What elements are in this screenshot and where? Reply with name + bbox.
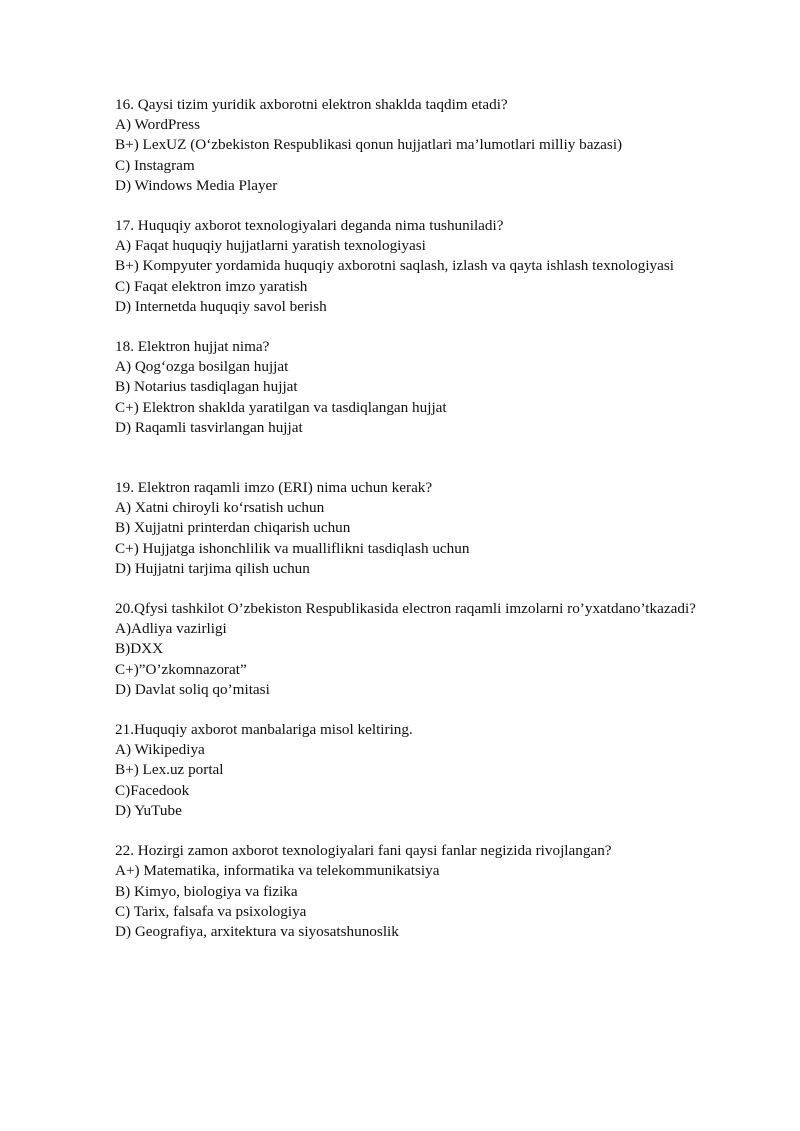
answer-option-c: C) Faqat elektron imzo yaratish <box>115 277 308 295</box>
answer-option-b: B) Notarius tasdiqlagan hujjat <box>115 378 298 396</box>
answer-option-d: D) YuTube <box>115 801 182 819</box>
answer-option-b: B) Xujjatni printerdan chiqarish uchun <box>115 519 351 537</box>
question-text: 16. Qaysi tizim yuridik axborotni elektron shaklda taqdim etadi? <box>115 96 508 113</box>
question-list <box>115 95 725 942</box>
answer-option-d: D) Hujjatni tarjima qilish uchun <box>115 559 310 577</box>
question-18 <box>115 337 725 438</box>
question-20 <box>115 599 725 700</box>
answer-option-c: C+) Hujjatga ishonchlilik va mualliflikni tasdiqlash uchun <box>115 539 470 557</box>
answer-option-a: A) Xatni chiroyli ko‘rsatish uchun <box>115 499 325 517</box>
answer-option-a: A) Faqat huquqiy hujjatlarni yaratish texnologiyasi <box>115 237 426 255</box>
answer-option-d: D) Davlat soliq qo’mitasi <box>115 680 270 698</box>
answer-option-b: B+) Lex.uz portal <box>115 761 224 779</box>
answer-option-a: A) Wikipediya <box>115 741 205 759</box>
question-text: 22. Hozirgi zamon axborot texnologiyalari fani qaysi fanlar negizida rivojlangan? <box>115 842 612 860</box>
answer-option-a: A) WordPress <box>115 116 200 134</box>
answer-option-d: D) Windows Media Player <box>115 176 278 194</box>
question-19 <box>115 478 725 579</box>
answer-option-c: C) Instagram <box>115 156 195 174</box>
question-text: 20.Qfysi tashkilot O’zbekiston Respublikasida electron raqamli imzolarni ro’yxatdano’tkazadi? <box>115 600 696 618</box>
question-text: 19. Elektron raqamli imzo (ERI) nima uchun kerak? <box>115 479 433 497</box>
answer-option-d: D) Raqamli tasvirlangan hujjat <box>115 418 303 436</box>
answer-option-b: B) Kimyo, biologiya va fizika <box>115 882 298 900</box>
answer-option-c: C) Tarix, falsafa va psixologiya <box>115 902 307 920</box>
answer-option-c: C+) Elektron shaklda yaratilgan va tasdiqlangan hujjat <box>115 398 447 416</box>
answer-option-c: C+)”O’zkomnazorat” <box>115 660 247 678</box>
answer-option-b: B+) Kompyuter yordamida huquqiy axborotni saqlash, izlash va qayta ishlash texnologiyasi <box>115 257 675 275</box>
answer-option-b: B)DXX <box>115 640 164 658</box>
answer-option-a: A) Qog‘ozga bosilgan hujjat <box>115 358 289 376</box>
answer-option-d: D) Geografiya, arxitektura va siyosatshunoslik <box>115 922 399 940</box>
question-text: 17. Huquqiy axborot texnologiyalari deganda nima tushuniladi? <box>115 217 504 235</box>
question-text: 18. Elektron hujjat nima? <box>115 338 270 356</box>
answer-option-c: C)Facedook <box>115 781 190 799</box>
answer-option-a: A+) Matematika, informatika va telekommunikatsiya <box>115 862 440 880</box>
question-22 <box>115 841 725 942</box>
question-21 <box>115 720 725 821</box>
question-text: 21.Huquqiy axborot manbalariga misol keltiring. <box>115 721 413 739</box>
answer-option-b: B+) LexUZ (O‘zbekiston Respublikasi qonun hujjatlari ma’lumotlari milliy bazasi) <box>115 136 623 154</box>
answer-option-d: D) Internetda huquqiy savol berish <box>115 297 327 315</box>
question-17 <box>115 216 725 317</box>
answer-option-a: A)Adliya vazirligi <box>115 620 227 638</box>
question-16 <box>115 95 725 196</box>
